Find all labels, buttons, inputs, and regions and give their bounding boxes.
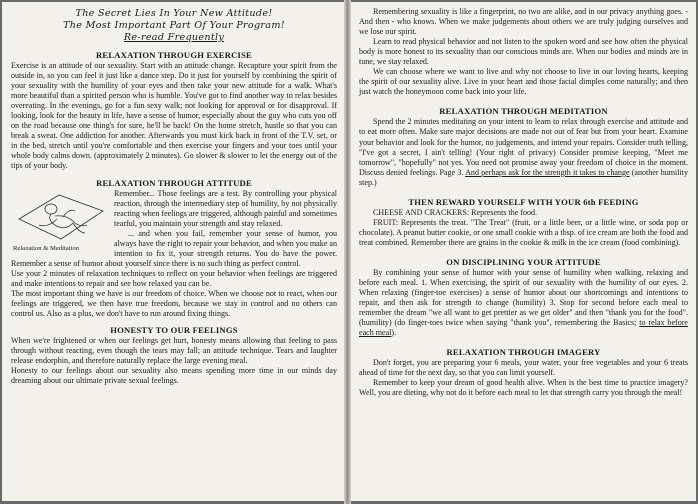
attitude-body-1: Remember... Those feelings are a test. By controlling your physical reaction, through the intermediary step of humility, by not physically reacting when feelings are triggered, although painful and sometimes tearful, you maintain your strength and stay relaxed. (114, 188, 337, 228)
intro-paragraph-3: We can choose where we want to live and why not choose to live in our loving hearts, keeping the spirit of our sexuality alive. Live in your heart and those facial dimples come naturally; and then just watch the honeymoon come back into your life. (359, 67, 688, 97)
section-body-exercise: Exercise is an attitude of our sexuality. Start with an attitude change. Recapture your spirit from the outside in, so you can feel it just like a dance step. Do it just for yourself by combining the spirit of your sexuality with the humility of your eyes and then take your new attitude for a walk. What's more beautiful than a spirited person who is humble. You've got to find another way to relax besides overeating. In the evenings, go for a fun sexy walk; not looking for approval or for disapproval. If looking, look for the beauty in life, have a sense of humor, especially about the guy who cuts you off on the road because one thing's for sure, he'll be back! On the home stretch, hustle so that you can break a sweat. One addiction for another. Afterwards you must kick back in front of the T.V. set, or in the bed, stretch until you're comfortable and then exercise your fingers and your toes until your whole body calms down. (approximately 2 minutes). Go slower & slower to let the energy out of the tips of your body. (11, 61, 337, 171)
intro-paragraph-1: Remembering sexuality is like a fingerprint, no two are alike, and in our privacy anything goes. - And then - who knows. When we make judgements about others we are truly judging ourselves and we lose our spirit. (359, 7, 688, 37)
imagery-body-1: Don't forget, you are preparing your 6 meals, your water, your free vegetables and your 6 treats ahead of time for the next day, so that you can limit yourself. (359, 358, 688, 378)
meditation-body-end: (another humility step.) (359, 167, 689, 187)
header-line-3-text: Re-read Frequently (123, 32, 225, 43)
section-title-honesty: HONESTY TO OUR FEELINGS (110, 325, 238, 336)
section-title-imagery: RELAXATION THROUGH IMAGERY (446, 347, 601, 358)
right-page (351, 2, 696, 501)
attitude-body-3: Use your 2 minutes of relaxation techniques to reflect on your behavior when feelings are triggered and make intentions to repair and see how relaxed you can be. (11, 268, 337, 288)
header-line-3 (11, 32, 337, 44)
honesty-body-1: When we're frightened or when our feelings get hurt, honesty means allowing that feeling to pass through without reacting, even though the tears may fall; an attitude technique. Tears and laughter release endorphin, and therefore naturally replace the large evening meal. (11, 336, 337, 366)
attitude-body-2: ... and when you fail, remember your sense of humor, you always have the right to repair your behavior, and when you make an intention to fix it, your strength returns. You do have the power. Remember a sense of humor about yourself since there is no such thing as perfect control. (11, 228, 337, 268)
book-gutter (344, 0, 351, 504)
figure-caption: Relaxation & Meditation (13, 244, 79, 252)
reward-line-2: FRUIT: Represents the treat. "The Treat" (fruit, or a little beer, or a little wine, or soda pop or chocolate). A peanut butter cookie, or one small cookie with a tbsp. of ice cream are both the food and treat combined. Remember there are grains in the cookie & milk in the ice cream (food combining). (359, 217, 688, 247)
meditation-body-main: Spend the 2 minutes meditating on your intent to learn to relax through exercise and attitude and to eat more often. Make sure major decisions are made not out of fear but from your heart. Examine your behavior and look for the humor, no judgements, and intend your repairs. Consider truth telling, "I've got a secret, I ain't telling! (Your right of privacy) Consider promise keeping, "Meet me tomorrow", "hopefully" not yes. You need not promise away your freedom of choice in the moment. Discuss denied feelings. Page 3. (359, 117, 688, 177)
section-title-exercise: RELAXATION THROUGH EXERCISE (96, 50, 252, 60)
section-title-meditation: RELAXATION THROUGH MEDITATION (439, 106, 608, 117)
left-page (2, 2, 344, 501)
section-title-reward: THEN REWARD YOURSELF WITH YOUR 6th FEEDING (408, 196, 639, 207)
intro-paragraph-2: Learn to read physical behavior and not listen to the spoken word and see how often the physical body is more honest to its sexuality than our conscious minds are. When our bodies and minds are in tune, we stay relaxed. (359, 37, 688, 67)
attitude-body-4: The most important thing we have is our freedom of choice. When we choose not to react, when our feelings are triggered, we then have true freedom, because we stay in control and no others can control us. Also as a plus, we don't have to run around fixing things. (11, 288, 337, 319)
meditation-figure (11, 189, 111, 251)
meditation-body-underlined: And perhaps ask for the strength it takes to change (465, 167, 630, 177)
disciplining-body-main: By combining your sense of humor with your sense of humility when walking, relaxing and before each meal. 1. When exercising, the spirit of our sexuality with the humility of our eyes. 2. When relaxing (finger-toe exercises) a sense of humor about our shortcomings and intentions to repair, and then ask for strength to change (humility) 3. Stop for second before each meal to remember the dream "we all want to get prettier as we get older" and then "thank you for the food". (humility) (do finger-toes twice when saying "thank you", remembering the Basics; (359, 267, 688, 328)
meditation-body (359, 117, 688, 187)
section-title-disciplining: ON DISCIPLINING YOUR ATTITUDE (446, 256, 601, 267)
header-line-1: The Secret Lies In Your New Attitude! (75, 8, 273, 19)
imagery-body-2: Remember to keep your dream of good health alive. When is the best time to practice imagery? Well, you are dieting, why not do it before each meal to let that strength carry you through the meal! (359, 378, 688, 398)
section-title-attitude: RELAXATION THROUGH ATTITUDE (96, 177, 252, 188)
honesty-body-2: Honesty to our feelings about our sexuality also means spending more time in our minds day dreaming about our ultimate private sexual feelings. (11, 366, 337, 386)
disciplining-body (359, 268, 688, 338)
disciplining-body-end: ). (391, 328, 397, 338)
reward-line-1: CHEESE AND CRACKERS: Represents the food. (373, 207, 538, 217)
header-line-2: The Most Important Part Of Your Program! (63, 20, 285, 31)
disciplining-body-underlined: to relax before each meal (359, 318, 688, 338)
person-lying-illustration (11, 189, 111, 245)
